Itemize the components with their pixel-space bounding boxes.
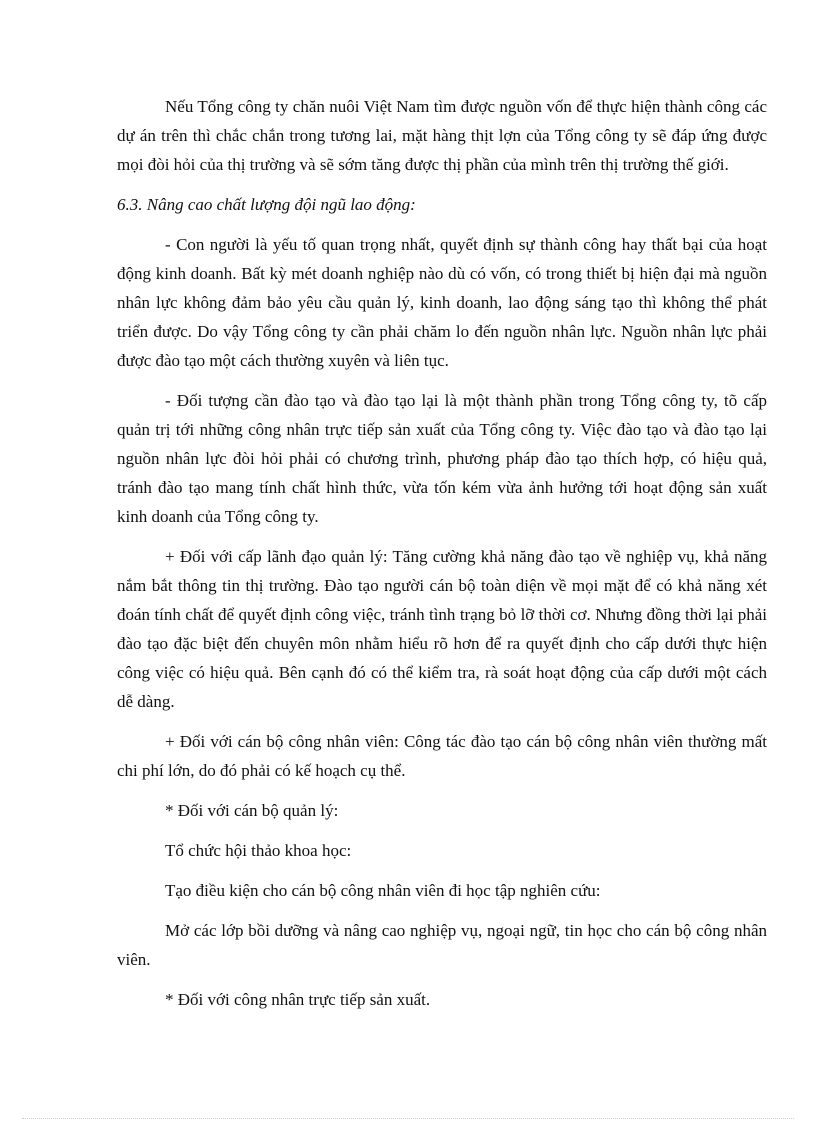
list-item-seminars: Tổ chức hội thảo khoa học: (165, 841, 352, 860)
list-item-study-conditions: Tạo điều kiện cho cán bộ công nhân viên đi học tập nghiên cứu: (165, 881, 601, 900)
paragraph-training-targets: - Đối tượng cần đào tạo và đào tạo lại là một thành phần trong Tổng công ty, tõ cấp quản trị tới những công nhân trực tiếp sản xuất của Tổng công ty. Việc đào tạo và đào tạo lại nguồn nhân lực đòi hỏi phải có chương trình, phương pháp đào tạo thích hợp, có hiệu quả, tránh đào tạo mang tính chất hình thức, vừa tốn kém vừa ảnh hưởng tới hoạt động sản xuất kinh doanh của Tổng công ty. (117, 391, 767, 526)
page-bottom-divider (22, 1118, 794, 1119)
list-item-training-courses: Mở các lớp bồi dưỡng và nâng cao nghiệp vụ, ngoại ngữ, tin học cho cán bộ công nhân viên. (117, 921, 767, 969)
paragraph-funding-outlook: Nếu Tổng công ty chăn nuôi Việt Nam tìm được nguồn vốn để thực hiện thành công các dự án trên thì chắc chắn trong tương lai, mặt hàng thịt lợn của Tổng công ty sẽ đáp ứng được mọi đòi hỏi của thị trường và sẽ sớm tăng được thị phần của mình trên thị trường thế giới. (117, 97, 767, 174)
list-item-managers: * Đối với cán bộ quản lý: (165, 801, 339, 820)
document-page (117, 92, 767, 1025)
list-item-direct-workers: * Đối với công nhân trực tiếp sản xuất. (165, 990, 431, 1009)
paragraph-management-training: + Đối với cấp lãnh đạo quản lý: Tăng cường khả năng đào tạo về nghiệp vụ, khả năng nắm bắt thông tin thị trường. Đào tạo người cán bộ toàn diện về mọi mặt để có khả năng xét đoán tính chất để quyết định công việc, tránh tình trạng bỏ lỡ thời cơ. Nhưng đồng thời lại phải đào tạo đặc biệt đến chuyên môn nhằm hiểu rõ hơn để ra quyết định cho cấp dưới thực hiện công việc có hiệu quả. Bên cạnh đó có thể kiểm tra, rà soát hoạt động của cấp dưới một cách dễ dàng. (117, 547, 767, 711)
paragraph-human-factor: - Con người là yếu tố quan trọng nhất, quyết định sự thành công hay thất bại của hoạt động kinh doanh. Bất kỳ mét doanh nghiệp nào dù có vốn, có trong thiết bị hiện đại mà nguồn nhân lực không đảm bảo yêu cầu quản lý, kinh doanh, lao động sáng tạo thì không thể phát triển được. Do vậy Tổng công ty cần phải chăm lo đến nguồn nhân lực. Nguồn nhân lực phải được đào tạo một cách thường xuyên và liên tục. (117, 235, 767, 370)
paragraph-staff-training: + Đối với cán bộ công nhân viên: Công tác đào tạo cán bộ công nhân viên thường mất chi phí lớn, do đó phải có kế hoạch cụ thể. (117, 732, 767, 780)
section-heading-6-3: 6.3. Nâng cao chất lượng đội ngũ lao động: (117, 195, 416, 214)
